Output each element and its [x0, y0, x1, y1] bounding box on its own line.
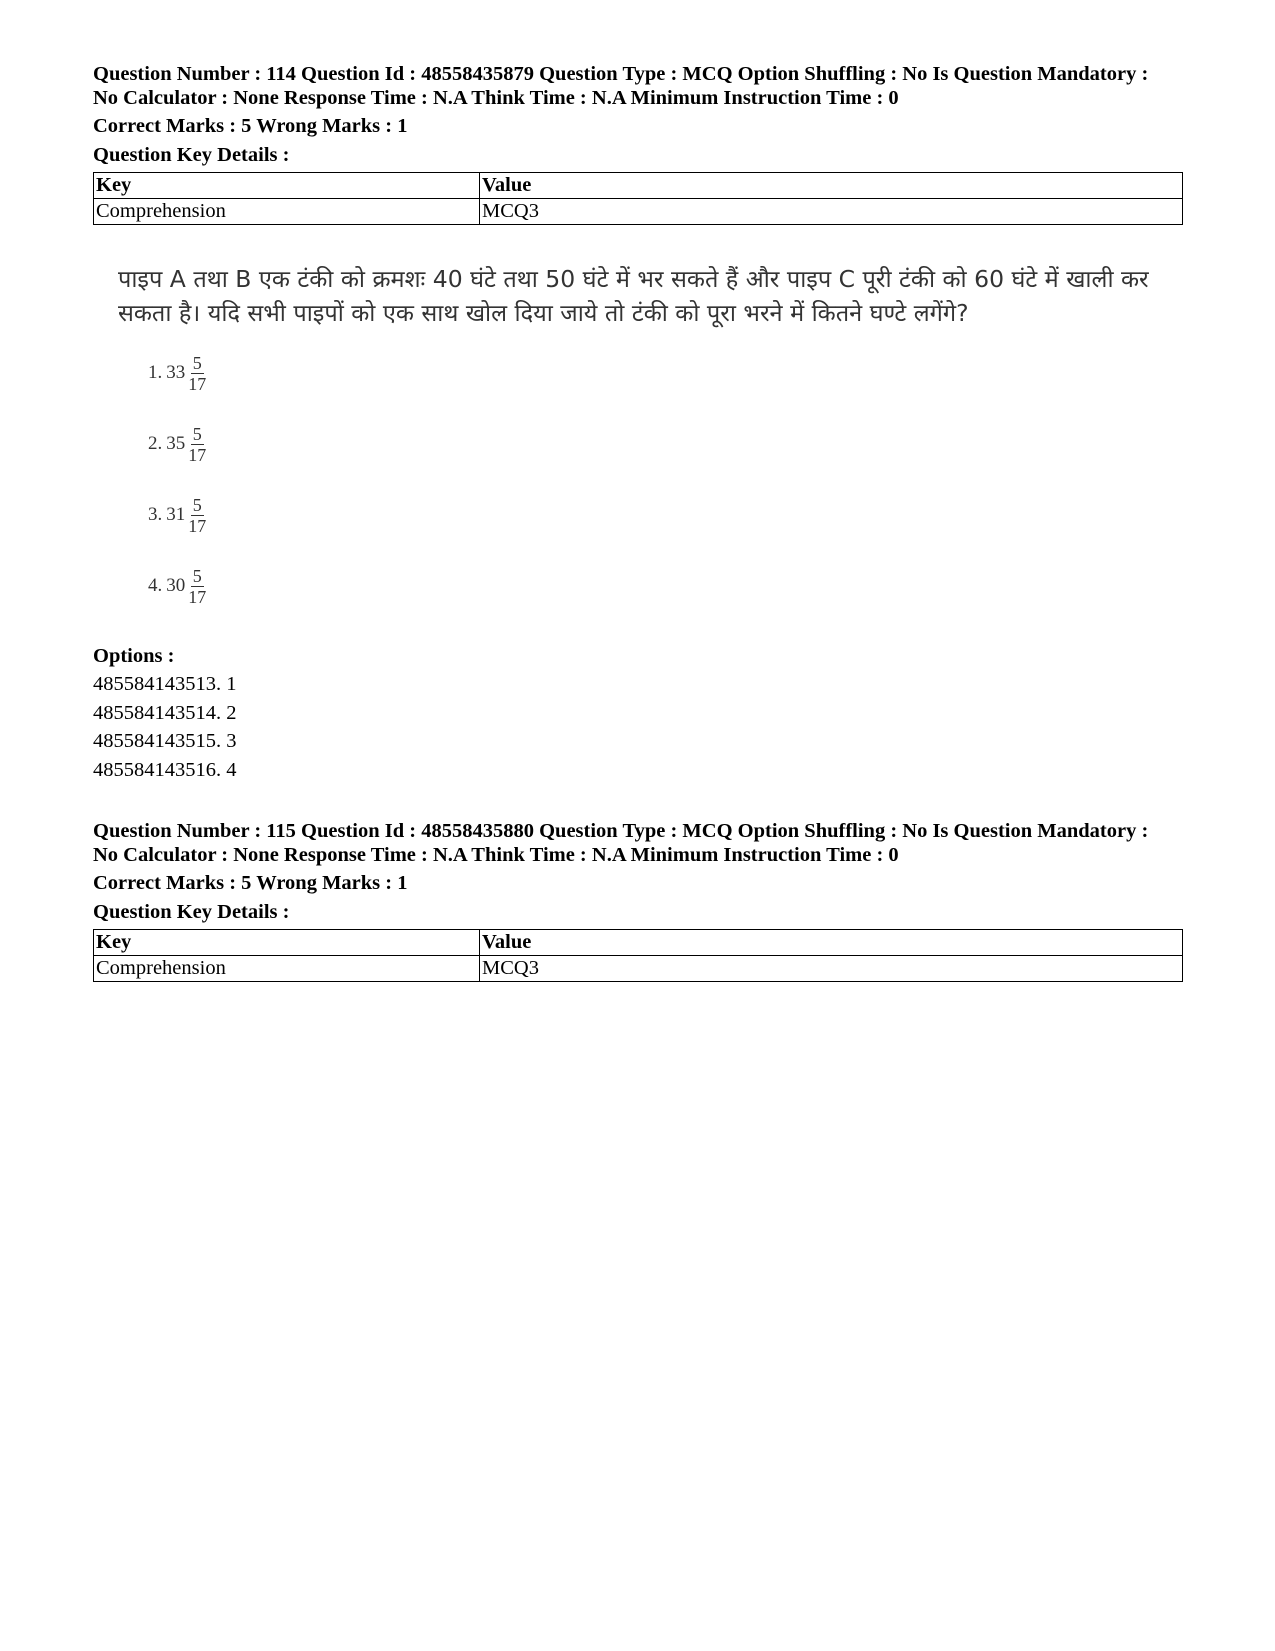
choice-fraction [186, 495, 208, 536]
answer-choice-1 [148, 345, 208, 401]
table-header-value: Value [480, 173, 1183, 199]
marks-line: Correct Marks : 5 Wrong Marks : 1 [93, 872, 408, 894]
choice-number: 4. [148, 575, 163, 596]
fraction-denominator: 17 [188, 444, 207, 465]
choice-fraction [186, 566, 208, 607]
table-row [94, 956, 1183, 982]
table-header-key: Key [94, 930, 480, 956]
key-details-table [93, 929, 1183, 982]
fraction-denominator: 17 [188, 373, 207, 394]
fraction-denominator: 17 [188, 515, 207, 536]
answer-choice-3 [148, 487, 208, 543]
answer-choice-4 [148, 558, 208, 614]
key-details-label: Question Key Details : [93, 144, 290, 166]
fraction-numerator: 5 [192, 352, 202, 373]
table-header-row [94, 173, 1183, 199]
options-label: Options : [93, 645, 175, 667]
question-meta-line-2: No Calculator : None Response Time : N.A Think Time : N.A Minimum Instruction Time : 0 [93, 87, 899, 109]
table-cell-key: Comprehension [94, 199, 480, 225]
choice-whole: 30 [166, 575, 186, 596]
question-114-header [93, 62, 1183, 225]
table-cell-value: MCQ3 [480, 199, 1183, 225]
table-row [94, 199, 1183, 225]
question-meta-line-1: Question Number : 114 Question Id : 48558435879 Question Type : MCQ Option Shuffling : No Is Question Mandatory : [93, 63, 1149, 85]
option-item: 485584143513. 1 [93, 673, 237, 695]
option-item: 485584143516. 4 [93, 758, 237, 781]
question-115-header [93, 819, 1183, 982]
table-header-key: Key [94, 173, 480, 199]
key-details-label: Question Key Details : [93, 901, 290, 923]
option-item: 485584143515. 3 [93, 730, 237, 752]
option-item: 485584143514. 2 [93, 701, 237, 724]
choice-whole: 35 [166, 433, 186, 454]
choice-whole: 31 [166, 504, 186, 525]
choice-fraction [186, 424, 208, 465]
choice-whole: 33 [166, 362, 186, 383]
choice-number: 3. [148, 504, 163, 525]
answer-choice-2 [148, 416, 208, 472]
fraction-numerator: 5 [192, 494, 202, 515]
table-cell-key: Comprehension [94, 956, 480, 982]
choice-number: 2. [148, 433, 163, 454]
question-meta-line-2: No Calculator : None Response Time : N.A Think Time : N.A Minimum Instruction Time : 0 [93, 844, 899, 866]
fraction-numerator: 5 [192, 565, 202, 586]
choice-number: 1. [148, 362, 163, 383]
question-meta-line-1: Question Number : 115 Question Id : 48558435880 Question Type : MCQ Option Shuffling : No Is Question Mandatory : [93, 820, 1149, 842]
table-cell-value: MCQ3 [480, 956, 1183, 982]
table-header-row [94, 930, 1183, 956]
table-header-value: Value [480, 930, 1183, 956]
marks-line: Correct Marks : 5 Wrong Marks : 1 [93, 115, 408, 137]
question-text: पाइप A तथा B एक टंकी को क्रमशः 40 घंटे तथा 50 घंटे में भर सकते हैं और पाइप C पूरी टंकी को 60 घंटे में खाली कर सकता है। यदि सभी पाइपों को एक साथ खोल दिया जाये तो टंकी को पूरा भरने में कितने घण्टे लगेंगे? [118, 265, 1149, 327]
fraction-numerator: 5 [192, 423, 202, 444]
choice-fraction [186, 353, 208, 394]
key-details-table [93, 172, 1183, 225]
options-list [93, 642, 237, 784]
fraction-denominator: 17 [188, 586, 207, 607]
